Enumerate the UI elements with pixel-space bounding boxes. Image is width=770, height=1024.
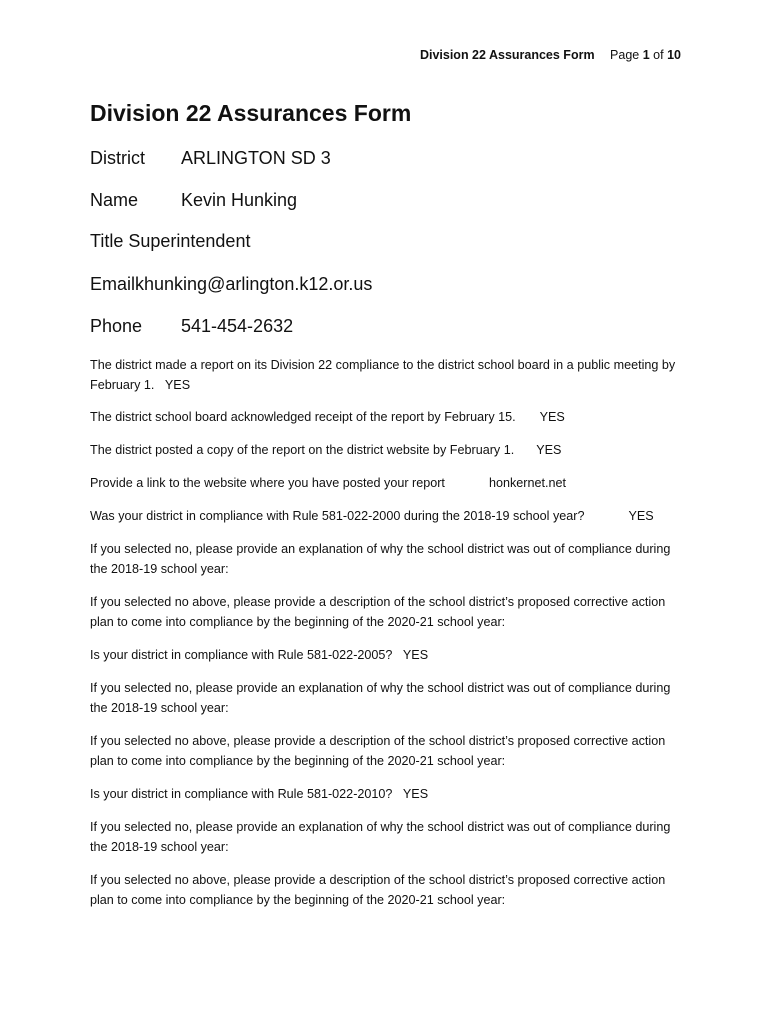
question-text: The district made a report on its Division 22 compliance to the district school board in a public meeting by February 1. bbox=[90, 358, 676, 392]
question-report-to-board bbox=[90, 355, 690, 395]
question-text: If you selected no above, please provide a description of the school district’s proposed corrective action plan to come into compliance by the beginning of the 2020-21 school year: bbox=[90, 595, 666, 629]
title-label: Title bbox=[90, 231, 124, 251]
question-text: Is your district in compliance with Rule 581-022-2010? bbox=[90, 787, 393, 801]
answer-value: YES bbox=[536, 443, 562, 457]
header-form-name: Division 22 Assurances Form bbox=[419, 48, 595, 62]
district-label: District bbox=[90, 148, 145, 168]
header-page-current: 1 bbox=[642, 48, 650, 62]
answer-value: honkernet.net bbox=[488, 476, 566, 490]
question-rule-2005 bbox=[90, 645, 690, 665]
name-field bbox=[90, 190, 297, 211]
email-value: khunking@arlington.k12.or.us bbox=[135, 274, 373, 294]
question-board-ack bbox=[90, 407, 690, 427]
answer-value: YES bbox=[402, 648, 429, 662]
question-website-link bbox=[90, 473, 690, 493]
question-rule-2005-plan bbox=[90, 731, 690, 771]
question-text: If you selected no, please provide an explanation of why the school district was out of compliance during the 2018-19 school year: bbox=[90, 820, 671, 854]
answer-value: YES bbox=[628, 509, 654, 523]
district-value: ARLINGTON SD 3 bbox=[181, 148, 331, 168]
question-text: Provide a link to the website where you have posted your report bbox=[90, 476, 445, 490]
title-value: Superintendent bbox=[128, 231, 251, 251]
question-text: If you selected no above, please provide a description of the school district’s proposed corrective action plan to come into compliance by the beginning of the 2020-21 school year: bbox=[90, 734, 666, 768]
question-rule-2000-plan bbox=[90, 592, 690, 632]
header-page-of: of bbox=[653, 48, 664, 62]
title-field bbox=[90, 231, 250, 252]
header-page-label: Page bbox=[610, 48, 640, 62]
document-title: Division 22 Assurances Form bbox=[90, 100, 412, 126]
question-text: The district school board acknowledged receipt of the report by February 15. bbox=[90, 410, 516, 424]
question-rule-2010-explain bbox=[90, 817, 690, 857]
page-header bbox=[420, 48, 681, 62]
question-text: If you selected no, please provide an explanation of why the school district was out of compliance during the 2018-19 school year: bbox=[90, 542, 671, 576]
name-label: Name bbox=[90, 190, 139, 210]
district-field bbox=[90, 148, 331, 169]
question-text: If you selected no, please provide an explanation of why the school district was out of compliance during the 2018-19 school year: bbox=[90, 681, 671, 715]
question-text: If you selected no above, please provide a description of the school district’s proposed corrective action plan to come into compliance by the beginning of the 2020-21 school year: bbox=[90, 873, 666, 907]
question-rule-2005-explain bbox=[90, 678, 690, 718]
answer-value: YES bbox=[164, 378, 191, 392]
phone-label: Phone bbox=[90, 316, 143, 336]
question-rule-2000 bbox=[90, 506, 710, 526]
question-text: Is your district in compliance with Rule 581-022-2005? bbox=[90, 648, 393, 662]
answer-value: YES bbox=[539, 410, 565, 424]
question-text: Was your district in compliance with Rule 581-022-2000 during the 2018-19 school year? bbox=[90, 509, 585, 523]
email-field bbox=[90, 274, 372, 295]
question-rule-2010-plan bbox=[90, 870, 690, 910]
name-value: Kevin Hunking bbox=[181, 190, 298, 210]
question-posted-copy bbox=[90, 440, 690, 460]
phone-value: 541-454-2632 bbox=[181, 316, 294, 336]
question-rule-2010 bbox=[90, 784, 690, 804]
question-text: The district posted a copy of the report on the district website by February 1. bbox=[90, 443, 515, 457]
phone-field bbox=[90, 316, 293, 337]
header-page-total: 10 bbox=[667, 48, 681, 62]
question-rule-2000-explain bbox=[90, 539, 690, 579]
email-label: Email bbox=[90, 274, 136, 294]
answer-value: YES bbox=[402, 787, 429, 801]
